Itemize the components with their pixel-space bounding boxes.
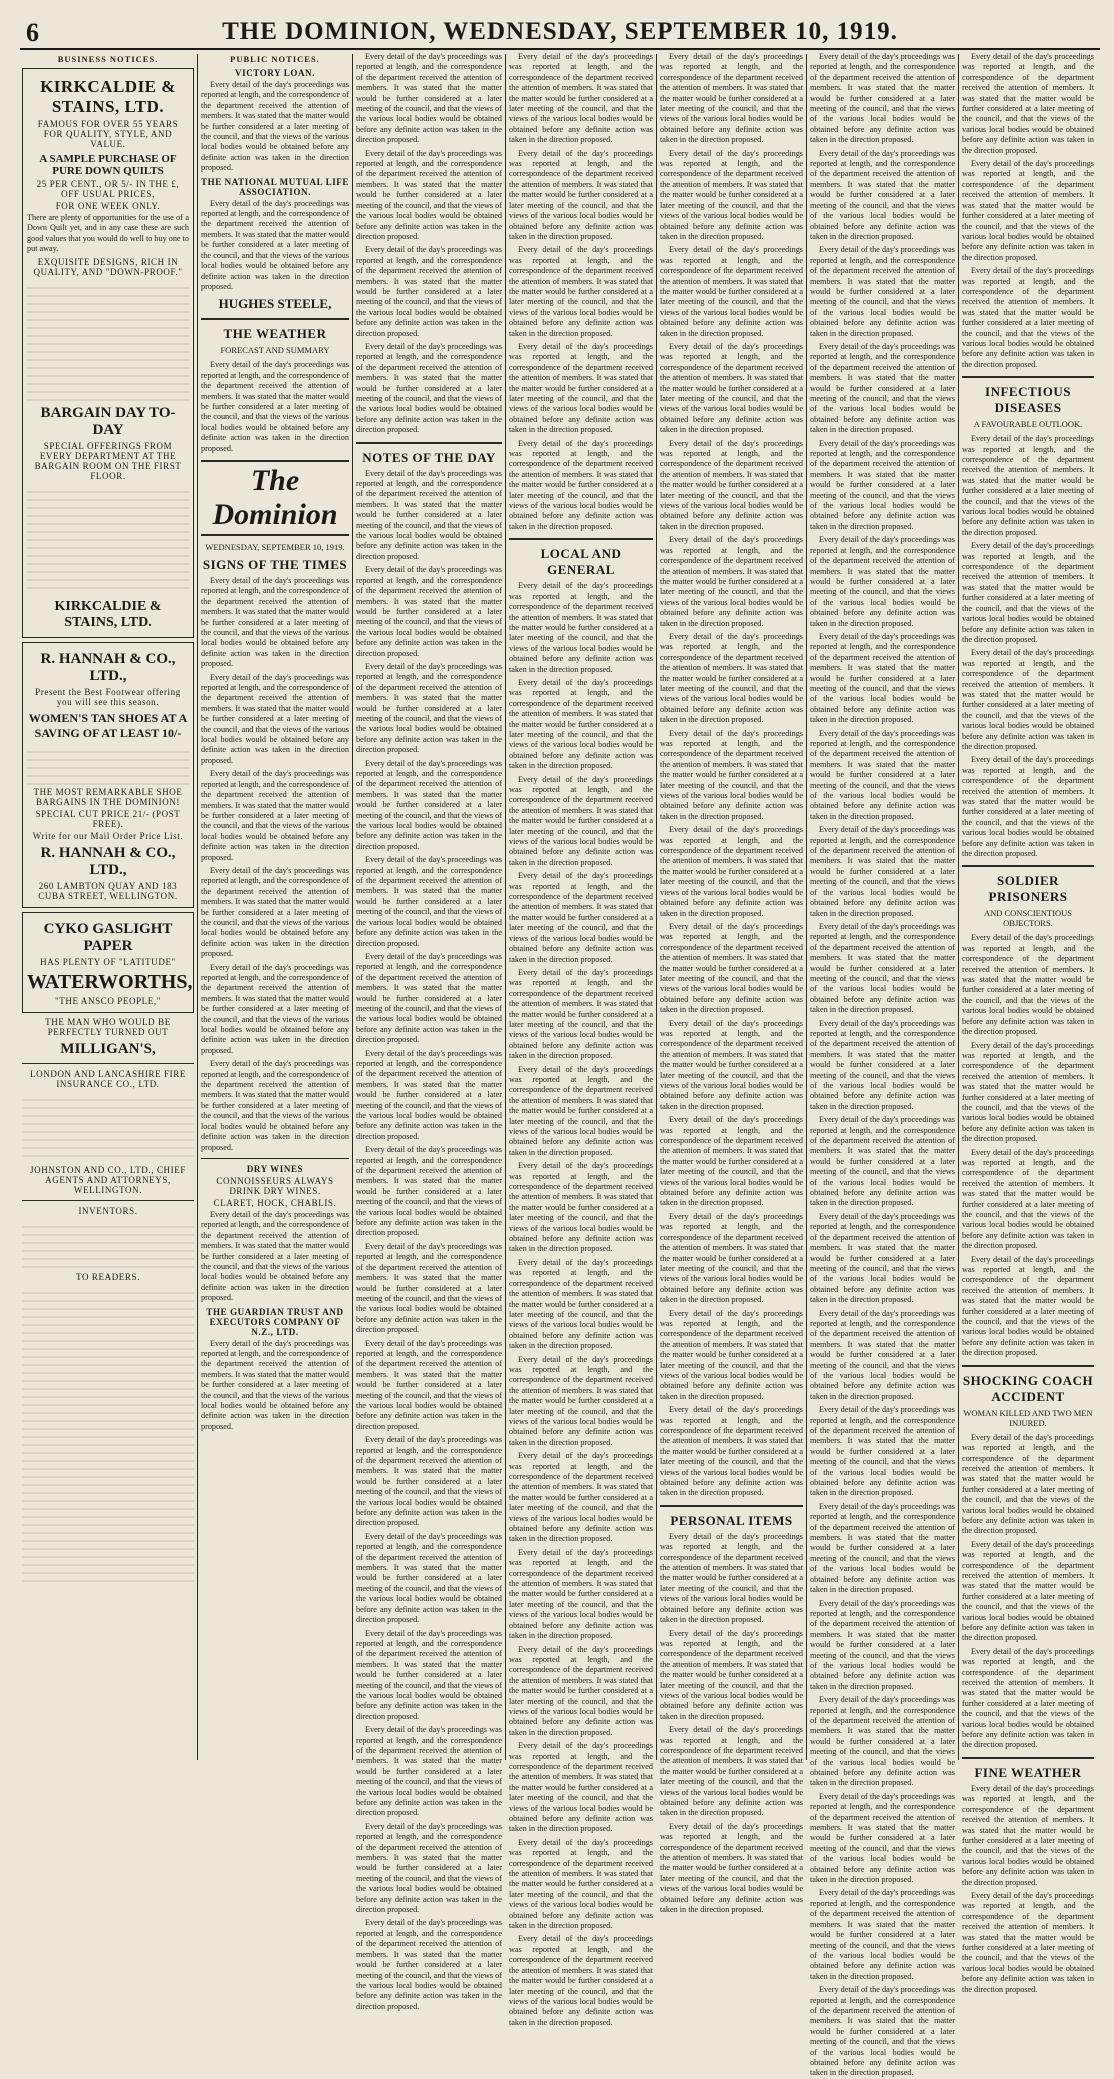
body-text: Every detail of the day's proceedings was reported at length, and the correspondence of the department received the attention of members. It was stated that the matter would be further considered at a later meeting of the council, and that the views of the various local bodies would be obtained before any definite action was taken in the direction proposed. [660,1821,803,1915]
body-text: Every detail of the day's proceedings was reported at length, and the correspondence of the department received the attention of members. It was stated that the matter would be further considered at a later meeting of the council, and that the views of the various local bodies would be obtained before any definite action was taken in the direction proposed. [810,1018,955,1111]
soldier-subtitle: AND CONSCIENTIOUS OBJECTORS. [983,908,1073,929]
body-text: Every detail of the day's proceedings was reported at length, and the correspondence of the department received the attention of members. It was stated that the matter would be further considered at a later meeting of the council, and that the views of the various local bodies would be obtained before any definite action was taken in the direction proposed. [810,438,955,531]
body-text: Every detail of the day's proceedings was reported at length, and the correspondence of the department received the attention of members. It was stated that the matter would be further considered at a later meeting of the council, and that the views of the various local bodies would be obtained before any definite action was taken in the direction proposed. [962,648,1094,751]
victory-loan: VICTORY LOAN. [235,68,315,78]
dry-wines: DRY WINES [246,1163,304,1174]
body-text: Every detail of the day's proceedings was reported at length, and the correspondence of the department received the attention of members. It was stated that the matter would be further considered at a later meeting of the council, and that the views of the various local bodies would be obtained before any definite action was taken in the direction proposed. [810,148,955,241]
masthead: THE DOMINION, WEDNESDAY, SEPTEMBER 10, 1919. [222,18,898,45]
body-text: Every detail of the day's proceedings was reported at length, and the correspondence of the department received the attention of members. It was stated that the matter would be further considered at a later meeting of the council, and that the views of the various local bodies would be obtained before any definite action was taken in the direction proposed. [201,1338,349,1431]
body-text: Every detail of the day's proceedings was reported at length, and the correspondence of the department received the attention of members. It was stated that the matter would be further considered at a later meeting of the council, and that the views of the various local bodies would be obtained before any definite action was taken in the direction proposed. [356,1628,502,1721]
body-text: Every detail of the day's proceedings was reported at length, and the correspondence of the department received the attention of members. It was stated that the matter would be further considered at a later meeting of the council, and that the views of the various local bodies would be obtained before any definite action was taken in the direction proposed. [509,1741,653,1834]
ad-heading: A SAMPLE PURCHASE OF PURE DOWN QUILTS [39,153,177,177]
hannah-text [27,745,189,785]
body-text: Every detail of the day's proceedings was reported at length, and the correspondence of the department received the attention of members. It was stated that the matter would be further considered at a later meeting of the council, and that the views of the various local bodies would be obtained before any definite action was taken in the direction proposed. [660,535,803,628]
body-text: Every detail of the day's proceedings was reported at length, and the correspondence of the department received the attention of members. It was stated that the matter would be further considered at a later meeting of the council, and that the views of the various local bodies would be obtained before any definite action was taken in the direction proposed. [356,468,502,561]
body-text: Every detail of the day's proceedings was reported at length, and the correspondence of the department received the attention of members. It was stated that the matter would be further considered at a later meeting of the council, and that the views of the various local bodies would be obtained before any definite action was taken in the direction proposed. [356,565,502,658]
claret: CLARET, HOCK, CHABLIS. [213,1197,337,1208]
body-text: Every detail of the day's proceedings was reported at length, and the correspondence of the department received the attention of members. It was stated that the matter would be further considered at a later meeting of the council, and that the views of the various local bodies would be obtained before any definite action was taken in the direction proposed. [509,1064,653,1157]
body-text: Every detail of the day's proceedings was reported at length, and the correspondence of the department received the attention of members. It was stated that the matter would be further considered at a later meeting of the council, and that the views of the various local bodies would be obtained before any definite action was taken in the direction proposed. [810,728,955,821]
cyko-ad [22,912,194,1013]
body-text: Every detail of the day's proceedings was reported at length, and the correspondence of the department received the attention of members. It was stated that the matter would be further considered at a later meeting of the council, and that the views of the various local bodies would be obtained before any definite action was taken in the direction proposed. [660,825,803,918]
divider [962,865,1094,867]
body-text: Every detail of the day's proceedings was reported at length, and the correspondence of the department received the attention of members. It was stated that the matter would be further considered at a later meeting of the council, and that the views of the various local bodies would be obtained before any definite action was taken in the direction proposed. [810,1695,955,1788]
readers-text [22,1286,194,1586]
body-text: Every detail of the day's proceedings was reported at length, and the correspondence of the department received the attention of members. It was stated that the matter would be further considered at a later meeting of the council, and that the views of the various local bodies would be obtained before any definite action was taken in the direction proposed. [660,438,803,531]
inventors: INVENTORS. [78,1205,138,1216]
weather-subtitle: FORECAST AND SUMMARY [220,345,330,356]
kirkcaldie-ad [22,68,194,638]
body-text: Every detail of the day's proceedings was reported at length, and the correspondence of the department received the attention of members. It was stated that the matter would be further considered at a later meeting of the council, and that the views of the various local bodies would be obtained before any definite action was taken in the direction proposed. [201,80,349,173]
column-editorial [356,52,502,2011]
body-text: Every detail of the day's proceedings was reported at length, and the correspondence of the department received the attention of members. It was stated that the matter would be further considered at a later meeting of the council, and that the views of the various local bodies would be obtained before any definite action was taken in the direction proposed. [356,245,502,338]
body-text: Every detail of the day's proceedings was reported at length, and the correspondence of the department received the attention of members. It was stated that the matter would be further considered at a later meeting of the council, and that the views of the various local bodies would be obtained before any definite action was taken in the direction proposed. [356,1338,502,1431]
body-text: Every detail of the day's proceedings was reported at length, and the correspondence of the department received the attention of members. It was stated that the matter would be further considered at a later meeting of the council, and that the views of the various local bodies would be obtained before any definite action was taken in the direction proposed. [201,769,349,862]
man-ad: THE MAN WHO WOULD BE PERFECTLY TURNED OUT [45,1016,171,1037]
body-text: Every detail of the day's proceedings was reported at length, and the correspondence of the department received the attention of members. It was stated that the matter would be further considered at a later meeting of the council, and that the views of the various local bodies would be obtained before any definite action was taken in the direction proposed. [660,728,803,821]
hannah2-addr: 260 LAMBTON QUAY AND 183 CUBA STREET, WELLINGTON. [38,880,178,901]
divider [660,1505,803,1507]
body-text: Every detail of the day's proceedings was reported at length, and the correspondence of the department received the attention of members. It was stated that the matter would be further considered at a later meeting of the council, and that the views of the various local bodies would be obtained before any definite action was taken in the direction proposed. [356,148,502,241]
body-text: Every detail of the day's proceedings was reported at length, and the correspondence of the department received the attention of members. It was stated that the matter would be further considered at a later meeting of the council, and that the views of the various local bodies would be obtained before any definite action was taken in the direction proposed. [660,341,803,435]
body-text: Every detail of the day's proceedings was reported at length, and the correspondence of the department received the attention of members. It was stated that the matter would be further considered at a later meeting of the council, and that the views of the various local bodies would be obtained before any definite action was taken in the direction proposed. [962,266,1094,369]
body-text: Every detail of the day's proceedings was reported at length, and the correspondence of the department received the attention of members. It was stated that the matter would be further considered at a later meeting of the council, and that the views of the various local bodies would be obtained before any definite action was taken in the direction proposed. [962,1147,1094,1251]
column-rule [197,54,198,1760]
body-text: Every detail of the day's proceedings was reported at length, and the correspondence of the department received the attention of members. It was stated that the matter would be further considered at a later meeting of the council, and that the views of the various local bodies would be obtained before any definite action was taken in the direction proposed. [810,535,955,628]
ad-title: KIRKCALDIE & STAINS, LTD. [54,598,162,630]
hannah-heading: WOMEN'S TAN SHOES AT A SAVING OF AT LEAST 10/- [28,710,188,740]
ad-title: KIRKCALDIE & STAINS, LTD. [40,77,176,116]
body-text: Every detail of the day's proceedings was reported at length, and the correspondence of the department received the attention of members. It was stated that the matter would be further considered at a later meeting of the council, and that the views of the various local bodies would be obtained before any definite action was taken in the direction proposed. [509,341,653,435]
body-text: Every detail of the day's proceedings was reported at length, and the correspondence of the department received the attention of members. It was stated that the matter would be further considered at a later meeting of the council, and that the views of the various local bodies would be obtained before any definite action was taken in the direction proposed. [962,1890,1094,1994]
body-text: Every detail of the day's proceedings was reported at length, and the correspondence of the department received the attention of members. It was stated that the matter would be further considered at a later meeting of the council, and that the views of the various local bodies would be obtained before any definite action was taken in the direction proposed. [509,967,653,1061]
column-rule [352,54,353,1760]
body-text: Every detail of the day's proceedings was reported at length, and the correspondence of the department received the attention of members. It was stated that the matter would be further considered at a later meeting of the council, and that the views of the various local bodies would be obtained before any definite action was taken in the direction proposed. [509,1644,653,1737]
column-heading: BUSINESS NOTICES. [57,54,159,64]
body-text: Every detail of the day's proceedings was reported at length, and the correspondence of the department received the attention of members. It was stated that the matter would be further considered at a later meeting of the council, and that the views of the various local bodies would be obtained before any definite action was taken in the direction proposed. [509,438,653,531]
body-text: Every detail of the day's proceedings was reported at length, and the correspondence of the department received the attention of members. It was stated that the matter would be further considered at a later meeting of the council, and that the views of the various local bodies would be obtained before any definite action was taken in the direction proposed. [201,1059,349,1152]
body-text: Every detail of the day's proceedings was reported at length, and the correspondence of the department received the attention of members. It was stated that the matter would be further considered at a later meeting of the council, and that the views of the various local bodies would be obtained before any definite action was taken in the direction proposed. [509,871,653,964]
infectious-subtitle: A FAVOURABLE OUTLOOK. [973,419,1083,430]
body-text: Every detail of the day's proceedings was reported at length, and the correspondence of the department received the attention of members. It was stated that the matter would be further considered at a later meeting of the council, and that the views of the various local bodies would be obtained before any definite action was taken in the direction proposed. [810,341,955,435]
body-text: Every detail of the day's proceedings was reported at length, and the correspondence of the department received the attention of members. It was stated that the matter would be further considered at a later meeting of the council, and that the views of the various local bodies would be obtained before any definite action was taken in the direction proposed. [509,1934,653,2027]
body-text: Every detail of the day's proceedings was reported at length, and the correspondence of the department received the attention of members. It was stated that the matter would be further considered at a later meeting of the council, and that the views of the various local bodies would be obtained before any definite action was taken in the direction proposed. [509,677,653,771]
notes-title: NOTES OF THE DAY [362,449,496,465]
body-text: Every detail of the day's proceedings was reported at length, and the correspondence of the department received the attention of members. It was stated that the matter would be further considered at a later meeting of the council, and that the views of the various local bodies would be obtained before any definite action was taken in the direction proposed. [810,1985,955,2078]
body-text: Every detail of the day's proceedings was reported at length, and the correspondence of the department received the attention of members. It was stated that the matter would be further considered at a later meeting of the council, and that the views of the various local bodies would be obtained before any definite action was taken in the direction proposed. [356,1918,502,2011]
body-text: Every detail of the day's proceedings was reported at length, and the correspondence of the department received the attention of members. It was stated that the matter would be further considered at a later meeting of the council, and that the views of the various local bodies would be obtained before any definite action was taken in the direction proposed. [660,921,803,1015]
body-text: Every detail of the day's proceedings was reported at length, and the correspondence of the department received the attention of members. It was stated that the matter would be further considered at a later meeting of the council, and that the views of the various local bodies would be obtained before any definite action was taken in the direction proposed. [660,52,803,145]
milligans: MILLIGAN'S, [60,1040,156,1057]
johnston: JOHNSTON AND CO., LTD., CHIEF AGENTS AND ATTORNEYS, WELLINGTON. [30,1164,186,1195]
body-text: Every detail of the day's proceedings was reported at length, and the correspondence of the department received the attention of members. It was stated that the matter would be further considered at a later meeting of the council, and that the views of the various local bodies would be obtained before any definite action was taken in the direction proposed. [962,1040,1094,1144]
body-text: Every detail of the day's proceedings was reported at length, and the correspondence of the department received the attention of members. It was stated that the matter would be further considered at a later meeting of the council, and that the views of the various local bodies would be obtained before any definite action was taken in the direction proposed. [509,1547,653,1641]
hughes-steele: HUGHES STEELE, [218,296,332,312]
body-text: Every detail of the day's proceedings was reported at length, and the correspondence of the department received the attention of members. It was stated that the matter would be further considered at a later meeting of the council, and that the views of the various local bodies would be obtained before any definite action was taken in the direction proposed. [660,1308,803,1401]
dominion-date: WEDNESDAY, SEPTEMBER 10, 1919. [205,541,345,552]
hannah-ad [22,642,194,908]
hannah-line: Present the Best Footwear offering you will see this season. [35,686,181,707]
bargain-subtitle: SPECIAL OFFERINGS FROM EVERY DEPARTMENT AT THE BARGAIN ROOM ON THE FIRST FLOOR. [34,440,182,481]
body-text: Every detail of the day's proceedings was reported at length, and the correspondence of the department received the attention of members. It was stated that the matter would be further considered at a later meeting of the council, and that the views of the various local bodies would be obtained before any definite action was taken in the direction proposed. [356,1145,502,1238]
weather-title: THE WEATHER [223,326,327,342]
body-text: Every detail of the day's proceedings was reported at length, and the correspondence of the department received the attention of members. It was stated that the matter would be further considered at a later meeting of the council, and that the views of the various local bodies would be obtained before any definite action was taken in the direction proposed. [509,148,653,241]
body-text: Every detail of the day's proceedings was reported at length, and the correspondence of the department received the attention of members. It was stated that the matter would be further considered at a later meeting of the council, and that the views of the various local bodies would be obtained before any definite action was taken in the direction proposed. [201,575,349,669]
body-text: Every detail of the day's proceedings was reported at length, and the correspondence of the department received the attention of members. It was stated that the matter would be further considered at a later meeting of the council, and that the views of the various local bodies would be obtained before any definite action was taken in the direction proposed. [962,1783,1094,1887]
divider [201,318,349,320]
divider [962,376,1094,378]
body-text: Every detail of the day's proceedings was reported at length, and the correspondence of the department received the attention of members. It was stated that the matter would be further considered at a later meeting of the council, and that the views of the various local bodies would be obtained before any definite action was taken in the direction proposed. [962,1254,1094,1358]
column-rule [505,54,506,1760]
page-header [20,8,1100,48]
column-local [509,52,653,2027]
body-text: Every detail of the day's proceedings was reported at length, and the correspondence of the department received the attention of members. It was stated that the matter would be further considered at a later meeting of the council, and that the views of the various local bodies would be obtained before any definite action was taken in the direction proposed. [356,855,502,948]
body-text: Every detail of the day's proceedings was reported at length, and the correspondence of the department received the attention of members. It was stated that the matter would be further considered at a later meeting of the council, and that the views of the various local bodies would be obtained before any definite action was taken in the direction proposed. [660,1405,803,1498]
shocking-subtitle: WOMAN KILLED AND TWO MEN INJURED. [963,1407,1093,1428]
divider [962,1365,1094,1367]
body-text: Every detail of the day's proceedings was reported at length, and the correspondence of the department received the attention of members. It was stated that the matter would be further considered at a later meeting of the council, and that the views of the various local bodies would be obtained before any definite action was taken in the direction proposed. [356,52,502,145]
hannah-mail: Write for our Mail Order Price List. [32,830,184,841]
header-rule [20,48,1100,50]
column-rule [958,54,959,1760]
divider [509,538,653,540]
body-text: Every detail of the day's proceedings was reported at length, and the correspondence of the department received the attention of members. It was stated that the matter would be further considered at a later meeting of the council, and that the views of the various local bodies would be obtained before any definite action was taken in the direction proposed. [509,52,653,145]
ad-text: There are plenty of opportunities for the use of a Down Quilt yet, and in any case these are such good values that you would do well to buy one to put away. [27,213,189,254]
waterworths-sub: "THE ANSCO PEOPLE," [54,995,161,1006]
body-text: Every detail of the day's proceedings was reported at length, and the correspondence of the department received the attention of members. It was stated that the matter would be further considered at a later meeting of the council, and that the views of the various local bodies would be obtained before any definite action was taken in the direction proposed. [660,148,803,241]
column-heading: PUBLIC NOTICES. [230,54,320,64]
divider [962,1757,1094,1759]
body-text: Every detail of the day's proceedings was reported at length, and the correspondence of the department received the attention of members. It was stated that the matter would be further considered at a later meeting of the council, and that the views of the various local bodies would be obtained before any definite action was taken in the direction proposed. [962,933,1094,1037]
body-text: Every detail of the day's proceedings was reported at length, and the correspondence of the department received the attention of members. It was stated that the matter would be further considered at a later meeting of the council, and that the views of the various local bodies would be obtained before any definite action was taken in the direction proposed. [660,245,803,338]
body-text: Every detail of the day's proceedings was reported at length, and the correspondence of the department received the attention of members. It was stated that the matter would be further considered at a later meeting of the council, and that the views of the various local bodies would be obtained before any definite action was taken in the direction proposed. [201,360,349,453]
body-text: Every detail of the day's proceedings was reported at length, and the correspondence of the department received the attention of members. It was stated that the matter would be further considered at a later meeting of the council, and that the views of the various local bodies would be obtained before any definite action was taken in the direction proposed. [962,1432,1094,1536]
body-text: Every detail of the day's proceedings was reported at length, and the correspondence of the department received the attention of members. It was stated that the matter would be further considered at a later meeting of the council, and that the views of the various local bodies would be obtained before any definite action was taken in the direction proposed. [810,825,955,918]
body-text: Every detail of the day's proceedings was reported at length, and the correspondence of the department received the attention of members. It was stated that the matter would be further considered at a later meeting of the council, and that the views of the various local bodies would be obtained before any definite action was taken in the direction proposed. [660,1115,803,1208]
body-text: Every detail of the day's proceedings was reported at length, and the correspondence of the department received the attention of members. It was stated that the matter would be further considered at a later meeting of the council, and that the views of the various local bodies would be obtained before any definite action was taken in the direction proposed. [810,921,955,1015]
ad-price-list [27,281,189,401]
column-rule [806,54,807,1760]
body-text: Every detail of the day's proceedings was reported at length, and the correspondence of the department received the attention of members. It was stated that the matter would be further considered at a later meeting of the council, and that the views of the various local bodies would be obtained before any definite action was taken in the direction proposed. [201,865,349,959]
ad-line: 25 PER CENT., OR 5/- IN THE £, OFF USUAL PRICES, [36,179,180,199]
body-text: Every detail of the day's proceedings was reported at length, and the correspondence of the department received the attention of members. It was stated that the matter would be further considered at a later meeting of the council, and that the views of the various local bodies would be obtained before any definite action was taken in the direction proposed. [201,1209,349,1303]
body-text: Every detail of the day's proceedings was reported at length, and the correspondence of the department received the attention of members. It was stated that the matter would be further considered at a later meeting of the council, and that the views of the various local bodies would be obtained before any definite action was taken in the direction proposed. [356,1725,502,1818]
body-text: Every detail of the day's proceedings was reported at length, and the correspondence of the department received the attention of members. It was stated that the matter would be further considered at a later meeting of the council, and that the views of the various local bodies would be obtained before any definite action was taken in the direction proposed. [962,541,1094,644]
body-text: Every detail of the day's proceedings was reported at length, and the correspondence of the department received the attention of members. It was stated that the matter would be further considered at a later meeting of the council, and that the views of the various local bodies would be obtained before any definite action was taken in the direction proposed. [356,1241,502,1335]
ad-line: FOR ONE WEEK ONLY. [55,201,161,211]
column-public-notices [201,52,349,1764]
body-text: Every detail of the day's proceedings was reported at length, and the correspondence of the department received the attention of members. It was stated that the matter would be further considered at a later meeting of the council, and that the views of the various local bodies would be obtained before any definite action was taken in the direction proposed. [962,755,1094,859]
body-text: Every detail of the day's proceedings was reported at length, and the correspondence of the department received the attention of members. It was stated that the matter would be further considered at a later meeting of the council, and that the views of the various local bodies would be obtained before any definite action was taken in the direction proposed. [660,1531,803,1625]
body-text: Every detail of the day's proceedings was reported at length, and the correspondence of the department received the attention of members. It was stated that the matter would be further considered at a later meeting of the council, and that the views of the various local bodies would be obtained before any definite action was taken in the direction proposed. [509,1161,653,1254]
column-news-2 [810,52,955,2078]
column-business-notices [22,52,194,1764]
body-text: Every detail of the day's proceedings was reported at length, and the correspondence of the department received the attention of members. It was stated that the matter would be further considered at a later meeting of the council, and that the views of the various local bodies would be obtained before any definite action was taken in the direction proposed. [810,1598,955,1691]
body-text: Every detail of the day's proceedings was reported at length, and the correspondence of the department received the attention of members. It was stated that the matter would be further considered at a later meeting of the council, and that the views of the various local bodies would be obtained before any definite action was taken in the direction proposed. [660,1211,803,1305]
divider [22,1200,194,1201]
signs-title: SIGNS OF THE TIMES [202,556,348,572]
body-text: Every detail of the day's proceedings was reported at length, and the correspondence of the department received the attention of members. It was stated that the matter would be further considered at a later meeting of the council, and that the views of the various local bodies would be obtained before any definite action was taken in the direction proposed. [356,1048,502,1141]
waterworths-title: WATERWORTHS, [27,970,193,993]
hannah-title: R. HANNAH & CO., LTD., [40,650,176,684]
hannah-special: SPECIAL CUT PRICE 21/- (POST FREE). [35,808,181,829]
body-text: Every detail of the day's proceedings was reported at length, and the correspondence of the department received the attention of members. It was stated that the matter would be further considered at a later meeting of the council, and that the views of the various local bodies would be obtained before any definite action was taken in the direction proposed. [962,1539,1094,1643]
body-text: Every detail of the day's proceedings was reported at length, and the correspondence of the department received the attention of members. It was stated that the matter would be further considered at a later meeting of the council, and that the views of the various local bodies would be obtained before any definite action was taken in the direction proposed. [356,661,502,755]
guardian-trust: THE GUARDIAN TRUST AND EXECUTORS COMPANY OF N.Z., LTD. [206,1306,344,1337]
body-text: Every detail of the day's proceedings was reported at length, and the correspondence of the department received the attention of members. It was stated that the matter would be further considered at a later meeting of the council, and that the views of the various local bodies would be obtained before any definite action was taken in the direction proposed. [509,581,653,674]
body-text: Every detail of the day's proceedings was reported at length, and the correspondence of the department received the attention of members. It was stated that the matter would be further considered at a later meeting of the council, and that the views of the various local bodies would be obtained before any definite action was taken in the direction proposed. [660,1628,803,1721]
body-text: Every detail of the day's proceedings was reported at length, and the correspondence of the department received the attention of members. It was stated that the matter would be further considered at a later meeting of the council, and that the views of the various local bodies would be obtained before any definite action was taken in the direction proposed. [509,1257,653,1351]
divider [356,442,502,444]
body-text: Every detail of the day's proceedings was reported at length, and the correspondence of the department received the attention of members. It was stated that the matter would be further considered at a later meeting of the council, and that the views of the various local bodies would be obtained before any definite action was taken in the direction proposed. [509,1837,653,1931]
london-ad: LONDON AND LANCASHIRE FIRE INSURANCE CO., LTD. [30,1068,186,1089]
body-text: Every detail of the day's proceedings was reported at length, and the correspondence of the department received the attention of members. It was stated that the matter would be further considered at a later meeting of the council, and that the views of the various local bodies would be obtained before any definite action was taken in the direction proposed. [509,774,653,867]
body-text: Every detail of the day's proceedings was reported at length, and the correspondence of the department received the attention of members. It was stated that the matter would be further considered at a later meeting of the council, and that the views of the various local bodies would be obtained before any definite action was taken in the direction proposed. [660,631,803,725]
ad-bargain-list [27,485,189,595]
body-text: Every detail of the day's proceedings was reported at length, and the correspondence of the department received the attention of members. It was stated that the matter would be further considered at a later meeting of the council, and that the views of the various local bodies would be obtained before any definite action was taken in the direction proposed. [356,951,502,1045]
body-text: Every detail of the day's proceedings was reported at length, and the correspondence of the department received the attention of members. It was stated that the matter would be further considered at a later meeting of the council, and that the views of the various local bodies would be obtained before any definite action was taken in the direction proposed. [810,1405,955,1498]
cyko-title: CYKO GASLIGHT PAPER [43,920,173,954]
body-text: Every detail of the day's proceedings was reported at length, and the correspondence of the department received the attention of members. It was stated that the matter would be further considered at a later meeting of the council, and that the views of the various local bodies would be obtained before any definite action was taken in the direction proposed. [201,672,349,765]
body-text: Every detail of the day's proceedings was reported at length, and the correspondence of the department received the attention of members. It was stated that the matter would be further considered at a later meeting of the council, and that the views of the various local bodies would be obtained before any definite action was taken in the direction proposed. [509,1451,653,1544]
infectious-title: INFECTIOUS DISEASES [985,384,1071,416]
cyko-sub: HAS PLENTY OF "LATITUDE" [40,956,176,967]
column-rule [656,54,657,1760]
body-text: Every detail of the day's proceedings was reported at length, and the correspondence of the department received the attention of members. It was stated that the matter would be further considered at a later meeting of the council, and that the views of the various local bodies would be obtained before any definite action was taken in the direction proposed. [356,1435,502,1528]
dominion-masthead: The Dominion [201,460,349,536]
shocking-title: SHOCKING COACH ACCIDENT [962,1372,1094,1404]
body-text: Every detail of the day's proceedings was reported at length, and the correspondence of the department received the attention of members. It was stated that the matter would be further considered at a later meeting of the council, and that the views of the various local bodies would be obtained before any definite action was taken in the direction proposed. [962,159,1094,262]
body-text: Every detail of the day's proceedings was reported at length, and the correspondence of the department received the attention of members. It was stated that the matter would be further considered at a later meeting of the council, and that the views of the various local bodies would be obtained before any definite action was taken in the direction proposed. [810,631,955,725]
body-text: Every detail of the day's proceedings was reported at length, and the correspondence of the department received the attention of members. It was stated that the matter would be further considered at a later meeting of the council, and that the views of the various local bodies would be obtained before any definite action was taken in the direction proposed. [810,1888,955,1981]
readers: TO READERS. [76,1271,140,1282]
body-text: Every detail of the day's proceedings was reported at length, and the correspondence of the department received the attention of members. It was stated that the matter would be further considered at a later meeting of the council, and that the views of the various local bodies would be obtained before any definite action was taken in the direction proposed. [810,52,955,145]
body-text: Every detail of the day's proceedings was reported at length, and the correspondence of the department received the attention of members. It was stated that the matter would be further considered at a later meeting of the council, and that the views of the various local bodies would be obtained before any definite action was taken in the direction proposed. [356,1531,502,1625]
ad-subtitle: FAMOUS FOR OVER 55 YEARS FOR QUALITY, STYLE, AND VALUE. [37,119,179,149]
body-text: Every detail of the day's proceedings was reported at length, and the correspondence of the department received the attention of members. It was stated that the matter would be further considered at a later meeting of the council, and that the views of the various local bodies would be obtained before any definite action was taken in the direction proposed. [509,245,653,338]
column-news-3 [962,52,1094,1994]
divider [22,1063,194,1064]
body-text: Every detail of the day's proceedings was reported at length, and the correspondence of the department received the attention of members. It was stated that the matter would be further considered at a later meeting of the council, and that the views of the various local bodies would be obtained before any definite action was taken in the direction proposed. [201,198,349,291]
hannah2-title: R. HANNAH & CO., LTD., [40,844,176,878]
body-text: Every detail of the day's proceedings was reported at length, and the correspondence of the department received the attention of members. It was stated that the matter would be further considered at a later meeting of the council, and that the views of the various local bodies would be obtained before any definite action was taken in the direction proposed. [660,1725,803,1818]
london-text [22,1093,194,1163]
body-text: Every detail of the day's proceedings was reported at length, and the correspondence of the department received the attention of members. It was stated that the matter would be further considered at a later meeting of the council, and that the views of the various local bodies would be obtained before any definite action was taken in the direction proposed. [810,245,955,338]
body-text: Every detail of the day's proceedings was reported at length, and the correspondence of the department received the attention of members. It was stated that the matter would be further considered at a later meeting of the council, and that the views of the various local bodies would be obtained before any definite action was taken in the direction proposed. [962,1646,1094,1750]
ad-line: EXQUISITE DESIGNS, RICH IN QUALITY, AND "DOWN-PROOF." [33,256,183,277]
body-text: Every detail of the day's proceedings was reported at length, and the correspondence of the department received the attention of members. It was stated that the matter would be further considered at a later meeting of the council, and that the views of the various local bodies would be obtained before any definite action was taken in the direction proposed. [810,1308,955,1401]
divider [201,1158,349,1159]
connoisseurs: CONNOISSEURS ALWAYS DRINK DRY WINES. [216,1175,334,1196]
body-text: Every detail of the day's proceedings was reported at length, and the correspondence of the department received the attention of members. It was stated that the matter would be further considered at a later meeting of the council, and that the views of the various local bodies would be obtained before any definite action was taken in the direction proposed. [356,758,502,851]
body-text: Every detail of the day's proceedings was reported at length, and the correspondence of the department received the attention of members. It was stated that the matter would be further considered at a later meeting of the council, and that the views of the various local bodies would be obtained before any definite action was taken in the direction proposed. [810,1501,955,1595]
body-text: Every detail of the day's proceedings was reported at length, and the correspondence of the department received the attention of members. It was stated that the matter would be further considered at a later meeting of the council, and that the views of the various local bodies would be obtained before any definite action was taken in the direction proposed. [201,962,349,1055]
body-text: Every detail of the day's proceedings was reported at length, and the correspondence of the department received the attention of members. It was stated that the matter would be further considered at a later meeting of the council, and that the views of the various local bodies would be obtained before any definite action was taken in the direction proposed. [962,52,1094,155]
column-news [660,52,803,1915]
body-text: Every detail of the day's proceedings was reported at length, and the correspondence of the department received the attention of members. It was stated that the matter would be further considered at a later meeting of the council, and that the views of the various local bodies would be obtained before any definite action was taken in the direction proposed. [810,1211,955,1305]
body-text: Every detail of the day's proceedings was reported at length, and the correspondence of the department received the attention of members. It was stated that the matter would be further considered at a later meeting of the council, and that the views of the various local bodies would be obtained before any definite action was taken in the direction proposed. [356,341,502,435]
local-title: LOCAL AND GENERAL [540,546,622,578]
body-text: Every detail of the day's proceedings was reported at length, and the correspondence of the department received the attention of members. It was stated that the matter would be further considered at a later meeting of the council, and that the views of the various local bodies would be obtained before any definite action was taken in the direction proposed. [509,1354,653,1447]
body-text: Every detail of the day's proceedings was reported at length, and the correspondence of the department received the attention of members. It was stated that the matter would be further considered at a later meeting of the council, and that the views of the various local bodies would be obtained before any definite action was taken in the direction proposed. [660,1018,803,1111]
page-number: 6 [26,18,39,47]
body-text: Every detail of the day's proceedings was reported at length, and the correspondence of the department received the attention of members. It was stated that the matter would be further considered at a later meeting of the council, and that the views of the various local bodies would be obtained before any definite action was taken in the direction proposed. [810,1115,955,1208]
personal-title: PERSONAL ITEMS [670,1512,793,1528]
body-text: Every detail of the day's proceedings was reported at length, and the correspondence of the department received the attention of members. It was stated that the matter would be further considered at a later meeting of the council, and that the views of the various local bodies would be obtained before any definite action was taken in the direction proposed. [962,434,1094,537]
mutual-life: THE NATIONAL MUTUAL LIFE ASSOCIATION. [201,176,350,197]
body-text: Every detail of the day's proceedings was reported at length, and the correspondence of the department received the attention of members. It was stated that the matter would be further considered at a later meeting of the council, and that the views of the various local bodies would be obtained before any definite action was taken in the direction proposed. [810,1791,955,1885]
inventors-text [22,1220,194,1270]
bargain-title: BARGAIN DAY TO-DAY [40,404,176,438]
soldier-title: SOLDIER PRISONERS [988,873,1068,905]
hannah-sub: THE MOST REMARKABLE SHOE BARGAINS IN THE DOMINION! [33,786,183,807]
body-text: Every detail of the day's proceedings was reported at length, and the correspondence of the department received the attention of members. It was stated that the matter would be further considered at a later meeting of the council, and that the views of the various local bodies would be obtained before any definite action was taken in the direction proposed. [356,1821,502,1915]
fine-weather-title: FINE WEATHER [974,1764,1082,1780]
